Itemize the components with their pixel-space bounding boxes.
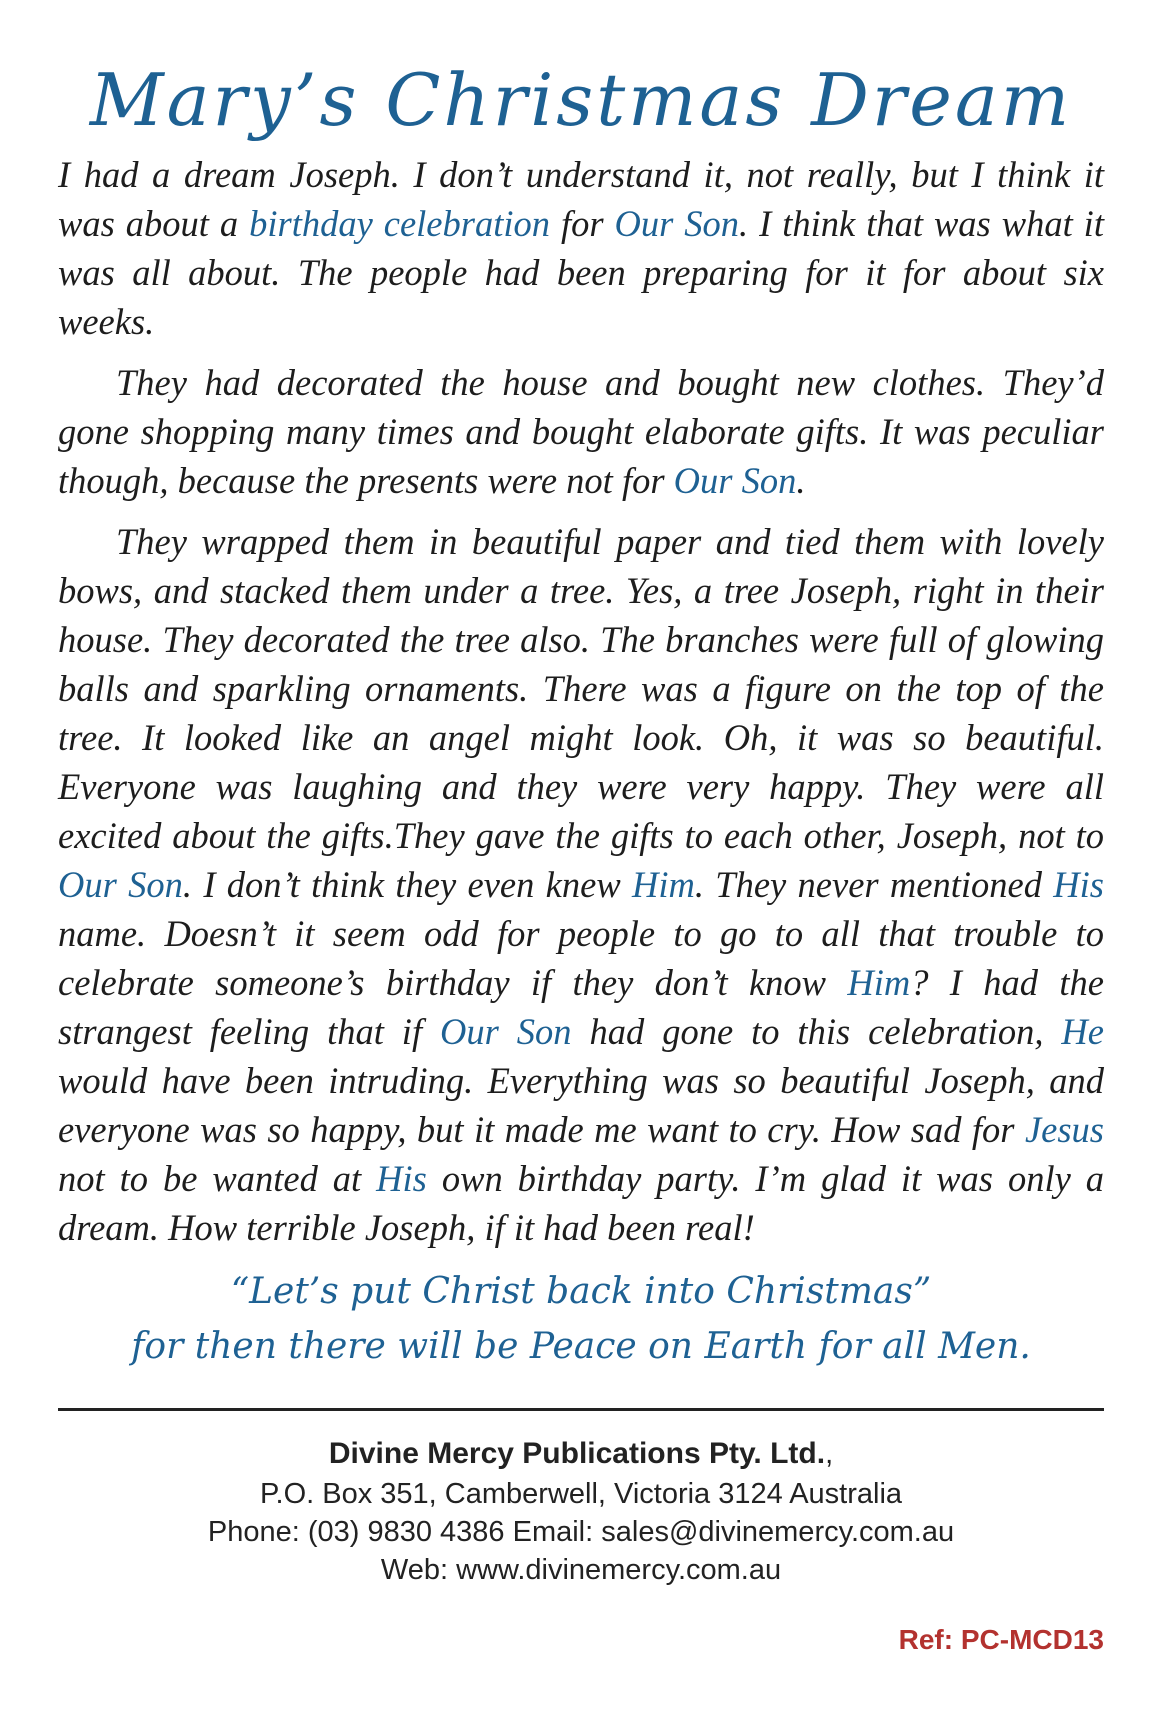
highlight-he: He [1061,1011,1104,1052]
story-text [58,150,1104,1252]
story-text-span: not to be wanted at [58,1158,377,1199]
closing-quote [58,1264,1104,1374]
publisher-footer [58,1433,1104,1589]
highlight-our-son: Our Son [440,1011,572,1052]
story-text-span: ? I had the strangest feeling that if [58,962,1104,1052]
story-text-span: for [549,203,615,244]
highlight-him: Him [847,962,911,1003]
reference-code: Ref: PC-MCD13 [898,1624,1104,1655]
story-paragraph-3 [58,517,1104,1252]
story-text-span: . They never mentioned [694,864,1054,905]
story-text-span: I had a dream Joseph. I don’t understand it, not really, but I think it was about a [58,154,1104,244]
publisher-name-line [58,1433,1104,1475]
divider [58,1408,1104,1411]
story-text-span: would have been intruding. Everything was so beautiful Joseph, and everyone was so happy, but it made me want to cry. How sad for [58,1060,1104,1150]
highlight-his: His [1053,864,1104,905]
highlight-birthday-celebration: birthday celebration [249,203,550,244]
quote-line-2: for then there will be Peace on Earth for all Men. [131,1326,1031,1367]
story-text-span: They wrapped them in beautiful paper and tied them with lovely bows, and stacked them under a tree. Yes, a tree Joseph, right in their house. They decorated the tree also. The branches were full of glowing balls and sparkling ornaments. There was a figure on the top of the tree. It looked like an angel might look. Oh, it was so beautiful. Everyone was laughing and they were very happy. They were all excited about the gifts.They gave the gifts to each other, Joseph, not to [58,521,1104,856]
highlight-our-son: Our Son [673,460,797,501]
story-text-span: . I think that was what it was all about. The people had been preparing for it for about six weeks. [58,203,1104,342]
quote-line-1: “Let’s put Christ back into Christmas” [230,1271,932,1312]
page-title: Mary’s Christmas Dream [89,58,1073,142]
highlight-our-son: Our Son [58,864,183,905]
story-text-span: They had decorated the house and bought new clothes. They’d gone shopping many times and bought elaborate gifts. It was peculiar though, because the presents were not for [58,362,1104,501]
highlight-our-son: Our Son [614,203,740,244]
highlight-jesus: Jesus [1024,1109,1104,1150]
publisher-name-suffix: , [825,1438,834,1470]
publisher-web: Web: www.divinemercy.com.au [380,1554,782,1586]
story-paragraph-2 [58,358,1104,505]
story-text-span: own birthday party. I’m glad it was only a dream. How terrible Joseph, if it had been real! [58,1158,1105,1248]
story-text-span: . I don’t think they even knew [182,864,632,905]
publisher-address: P.O. Box 351, Camberwell, Victoria 3124 Australia [259,1478,903,1510]
story-paragraph-1 [58,150,1104,346]
story-text-span: . [796,460,806,501]
highlight-him: Him [631,864,695,905]
publisher-contact: Phone: (03) 9830 4386 Email: sales@divinemercy.com.au [207,1516,955,1548]
story-text-span: name. Doesn’t it seem odd for people to go to all that trouble to celebrate someone’s birthday if they don’t know [58,913,1104,1003]
highlight-his: His [376,1158,427,1199]
publisher-name: Divine Mercy Publications Pty. Ltd. [328,1437,826,1470]
story-text-span: had gone to this celebration, [571,1011,1062,1052]
